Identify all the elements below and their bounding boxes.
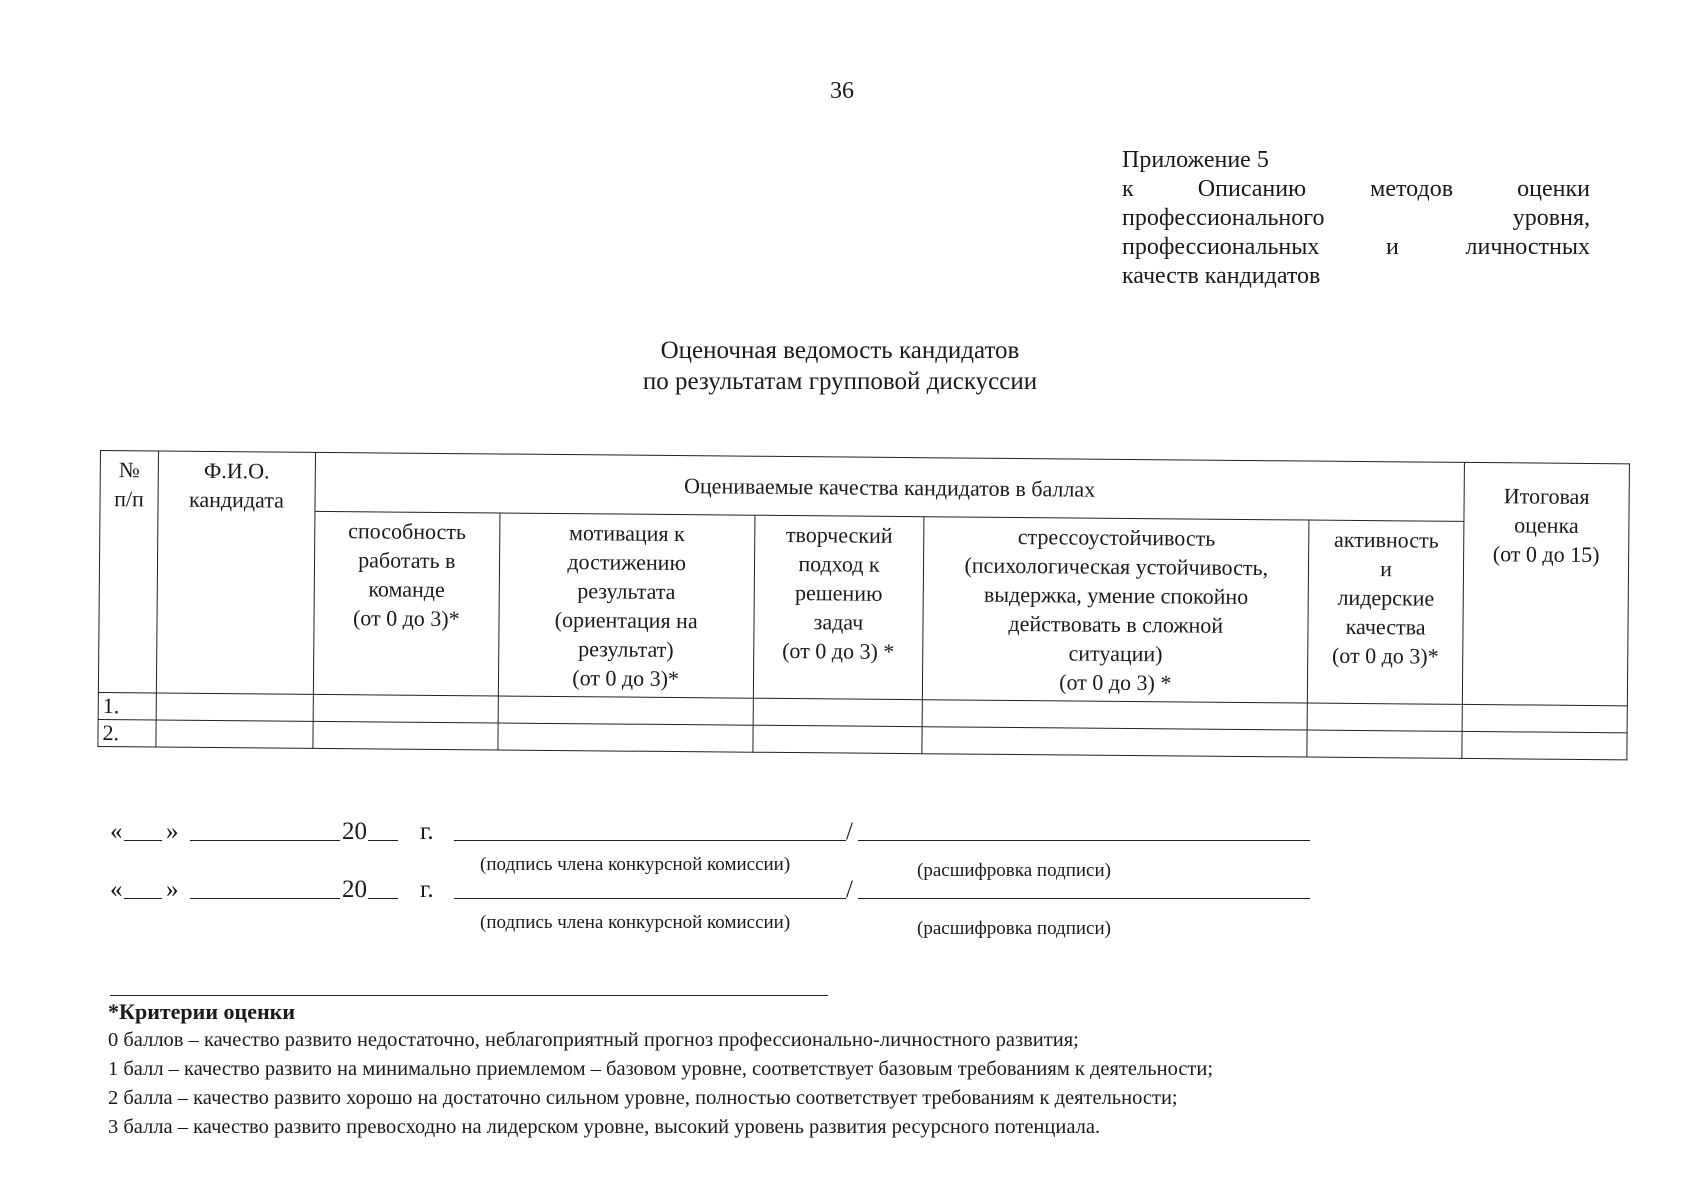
subheader-line: действовать в сложной — [1008, 610, 1224, 638]
cell-score[interactable] — [752, 725, 922, 753]
date-close-quote: » — [166, 818, 179, 845]
signature-decoding-field[interactable] — [858, 818, 1310, 848]
header-fio — [156, 451, 315, 694]
header-num-line: п/п — [114, 486, 144, 512]
subheader-line: подход к — [798, 551, 880, 577]
subheader-motivation — [498, 513, 754, 698]
decoding-caption: (расшифровка подписи) — [917, 860, 1111, 881]
signature-row-2 — [110, 876, 1310, 906]
subheader-line: решению — [794, 580, 883, 606]
appendix-word: и — [1386, 234, 1399, 260]
cell-total[interactable] — [1462, 731, 1627, 759]
cell-score[interactable] — [1307, 730, 1462, 758]
subheader-line: результата — [577, 578, 676, 605]
appendix-word: профессиональных — [1122, 234, 1320, 260]
subheader-line: (от 0 до 3) * — [782, 637, 895, 664]
subheader-line: мотивация к — [568, 520, 685, 547]
header-qualities-group: Оцениваемые качества кандидатов в баллах — [315, 452, 1465, 521]
signature-slash: / — [846, 876, 853, 903]
appendix-word: методов — [1370, 176, 1454, 202]
date-close-quote: » — [166, 876, 179, 903]
cell-fio[interactable] — [156, 693, 313, 721]
appendix-word: профессионального — [1122, 205, 1325, 231]
date-day-field[interactable] — [124, 876, 162, 906]
header-total-line: Итоговая — [1503, 483, 1590, 509]
date-month-field[interactable] — [190, 876, 340, 906]
date-year-suffix: г. — [420, 818, 434, 845]
cell-score[interactable] — [922, 727, 1307, 757]
subheader-line: (от 0 до 3)* — [352, 605, 460, 632]
subheader-line: стрессоустойчивость — [1017, 524, 1216, 551]
date-open-quote: « — [110, 876, 123, 903]
appendix-line-4: качеств кандидатов — [1122, 263, 1321, 289]
cell-score[interactable] — [753, 698, 923, 726]
header-fio-line: кандидата — [188, 486, 285, 513]
appendix-header — [1122, 146, 1590, 291]
appendix-title: Приложение 5 — [1122, 147, 1269, 173]
page-number: 36 — [830, 78, 854, 104]
cell-score[interactable] — [498, 696, 753, 725]
subheader-leadership — [1307, 520, 1464, 704]
header-total — [1462, 462, 1629, 705]
subheader-line: работать в — [358, 547, 456, 574]
subheader-line: (от 0 до 3)* — [572, 665, 680, 692]
header-total-line: (от 0 до 15) — [1492, 541, 1600, 568]
signature-field[interactable] — [454, 818, 846, 848]
appendix-word: личностных — [1465, 234, 1590, 260]
date-year-suffix: г. — [420, 876, 434, 903]
criteria-item: 3 балла – качество развито превосходно на лидерском уровне, высокий уровень развития ресурсного потенциала. — [108, 1116, 1101, 1138]
table-subheader-row — [98, 510, 1629, 706]
criteria-item: 0 баллов – качество развито недостаточно, неблагоприятный прогноз профессионально-личностного развития; — [108, 1029, 1079, 1051]
subheader-line: лидерские — [1337, 584, 1435, 611]
subheader-line: задач — [813, 609, 864, 635]
cell-score[interactable] — [498, 723, 753, 752]
evaluation-table — [97, 450, 1630, 760]
header-total-line: оценка — [1514, 512, 1579, 538]
date-year-field[interactable] — [368, 876, 398, 906]
criteria-item: 1 балл – качество развито на минимально приемлемом – базовом уровне, соответствует базовым требованиям к деятельности; — [108, 1058, 1214, 1080]
subheader-line: (ориентация на — [554, 606, 698, 634]
signature-slash: / — [846, 818, 853, 845]
subheader-line: (от 0 до 3)* — [1331, 642, 1439, 669]
appendix-word: Описанию — [1197, 176, 1307, 202]
date-year-prefix: 20 — [342, 876, 367, 903]
appendix-line-3 — [1122, 233, 1590, 262]
date-open-quote: « — [110, 818, 123, 845]
date-month-field[interactable] — [190, 818, 340, 848]
subheader-line: активность — [1333, 526, 1439, 553]
row-number: 1. — [98, 692, 156, 720]
subheader-line: творческий — [785, 521, 893, 548]
criteria-item: 2 балла – качество развито хорошо на достаточно сильном уровне, полностью соответствует требованиям к деятельности; — [108, 1087, 1178, 1109]
criteria-footnote — [108, 997, 1588, 1142]
cell-score[interactable] — [1307, 703, 1462, 731]
subheader-teamwork — [313, 511, 499, 696]
signature-field[interactable] — [454, 876, 846, 906]
subheader-line: способность — [348, 518, 467, 545]
appendix-line-1 — [1122, 175, 1590, 204]
row-number: 2. — [98, 719, 156, 747]
cell-score[interactable] — [313, 694, 498, 723]
signature-row-1 — [110, 818, 1310, 848]
appendix-word: уровня, — [1512, 205, 1590, 231]
subheader-line: достижению — [567, 549, 687, 576]
signature-decoding-field[interactable] — [858, 876, 1310, 906]
footnote-separator — [110, 995, 828, 996]
appendix-word: к — [1122, 176, 1134, 202]
cell-score[interactable] — [923, 700, 1308, 730]
criteria-title: *Критерии оценки — [108, 999, 295, 1024]
cell-score[interactable] — [313, 721, 498, 750]
date-year-prefix: 20 — [342, 818, 367, 845]
header-num — [98, 451, 158, 693]
cell-total[interactable] — [1462, 704, 1627, 732]
document-title-line-2: по результатам групповой дискуссии — [642, 368, 1038, 395]
appendix-word: оценки — [1517, 176, 1590, 202]
document-title — [560, 335, 1120, 397]
subheader-line: команде — [368, 576, 445, 603]
signature-caption: (подпись члена конкурсной комиссии) — [480, 912, 791, 933]
signature-caption: (подпись члена конкурсной комиссии) — [480, 854, 791, 875]
subheader-line: (от 0 до 3) * — [1059, 669, 1172, 696]
date-day-field[interactable] — [124, 818, 162, 848]
cell-fio[interactable] — [156, 720, 313, 748]
subheader-line: (психологическая устойчивость, — [964, 552, 1269, 581]
subheader-line: результат) — [578, 636, 674, 663]
subheader-creativity — [753, 515, 924, 699]
decoding-caption: (расшифровка подписи) — [917, 918, 1111, 939]
appendix-line-2 — [1122, 204, 1590, 233]
subheader-line: выдержка, умение спокойно — [983, 581, 1249, 610]
subheader-line: ситуации) — [1068, 640, 1163, 667]
subheader-stress-resistance — [923, 517, 1309, 703]
date-year-field[interactable] — [368, 818, 398, 848]
header-fio-line: Ф.И.О. — [203, 457, 270, 484]
document-title-line-1: Оценочная ведомость кандидатов — [660, 337, 1020, 364]
header-num-line: № — [118, 457, 140, 483]
subheader-line: и — [1380, 556, 1393, 582]
subheader-line: качества — [1345, 613, 1426, 640]
